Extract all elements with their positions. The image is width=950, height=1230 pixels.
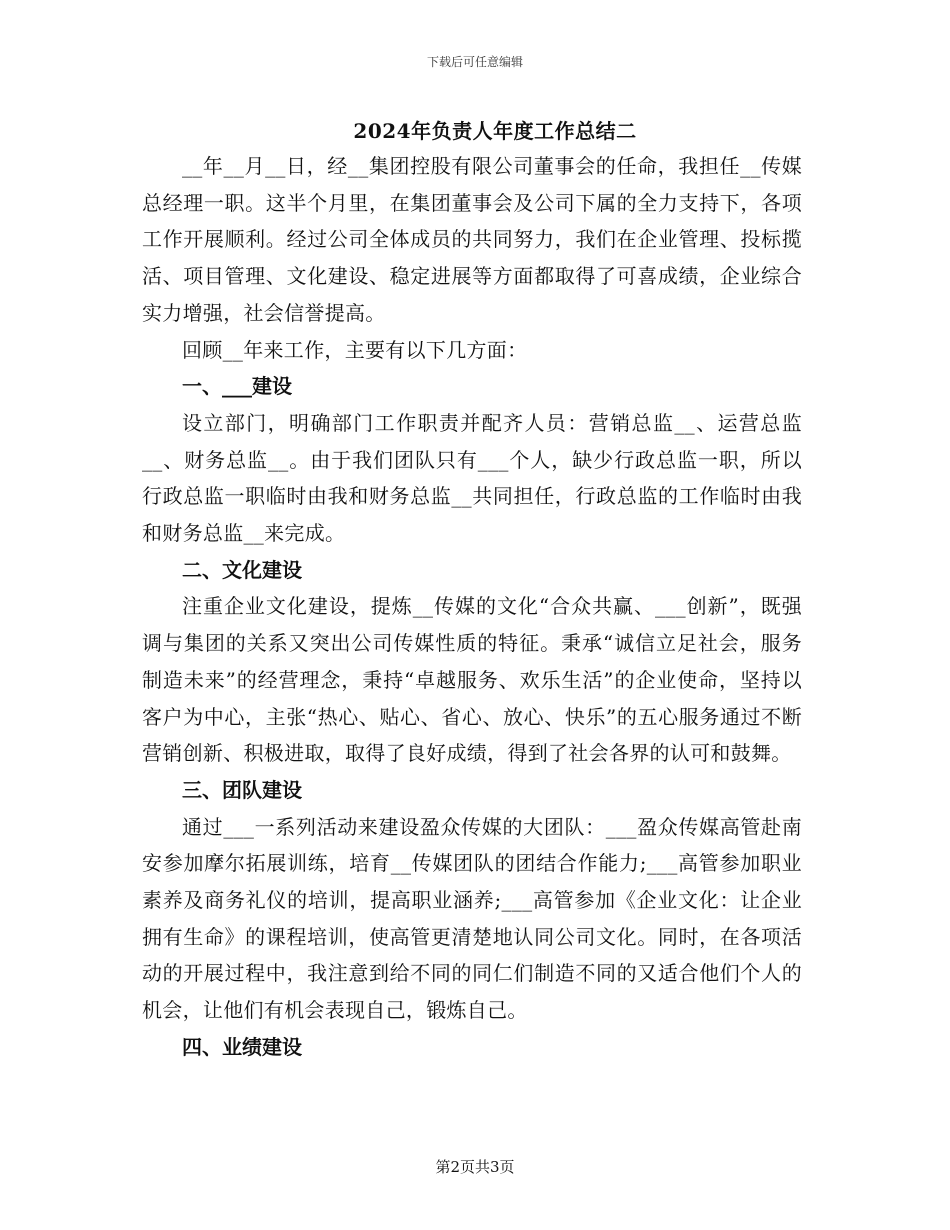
page-number: 第2页共3页	[435, 1158, 515, 1176]
header-note: 下载后可任意编辑	[426, 55, 523, 69]
section-heading-4: 四、业绩建设	[182, 1034, 302, 1059]
document-body	[142, 148, 802, 1066]
section-heading-3: 三、团队建设	[182, 777, 302, 802]
section-heading-2: 二、文化建设	[182, 557, 302, 582]
paragraph-appointment: __年__月__日，经__集团控股有限公司董事会的任命，我担任__传媒总经理一职。这半个月里，在集团董事会及公司下属的全力支持下，各项工作开展顺利。经过公司全体成员的共同努力，我们在企业管理、投标揽活、项目管理、文化建设、稳定进展等方面都取得了可喜成绩，企业综合实力增强，社会信誉提高。	[142, 154, 802, 325]
paragraph-culture: 注重企业文化建设，提炼__传媒的文化“合众共赢、___创新”，既强调与集团的关系又突出公司传媒性质的特征。秉承“诚信立足社会，服务制造未来”的经营理念，秉持“卓越服务、欢乐生活”的企业使命，坚持以客户为中心，主张“热心、贴心、省心、放心、快乐”的五心服务通过不断营销创新、积极进取，取得了良好成绩，得到了社会各界的认可和鼓舞。	[142, 594, 802, 766]
section-heading-1: 一、___建设	[182, 374, 292, 399]
document-title: 2024年负责人年度工作总结二	[353, 119, 637, 143]
paragraph-review-intro: 回顾__年来工作，主要有以下几方面：	[182, 337, 528, 362]
paragraph-team: 通过___一系列活动来建设盈众传媒的大团队：___盈众传媒高管赴南安参加摩尔拓展训练，培育__传媒团队的团结合作能力;___高管参加职业素养及商务礼仪的培训，提高职业涵养;___高管参加《企业文化：让企业拥有生命》的课程培训，使高管更清楚地认同公司文化。同时，在各项活动的开展过程中，我注意到给不同的同仁们制造不同的又适合他们个人的机会，让他们有机会表现自己，锻炼自己。	[142, 814, 802, 1023]
paragraph-departments: 设立部门，明确部门工作职责并配齐人员：营销总监__、运营总监__、财务总监__。由于我们团队只有___个人，缺少行政总监一职，所以行政总监一职临时由我和财务总监__共同担任，行政总监的工作临时由我和财务总监__来完成。	[142, 410, 802, 546]
